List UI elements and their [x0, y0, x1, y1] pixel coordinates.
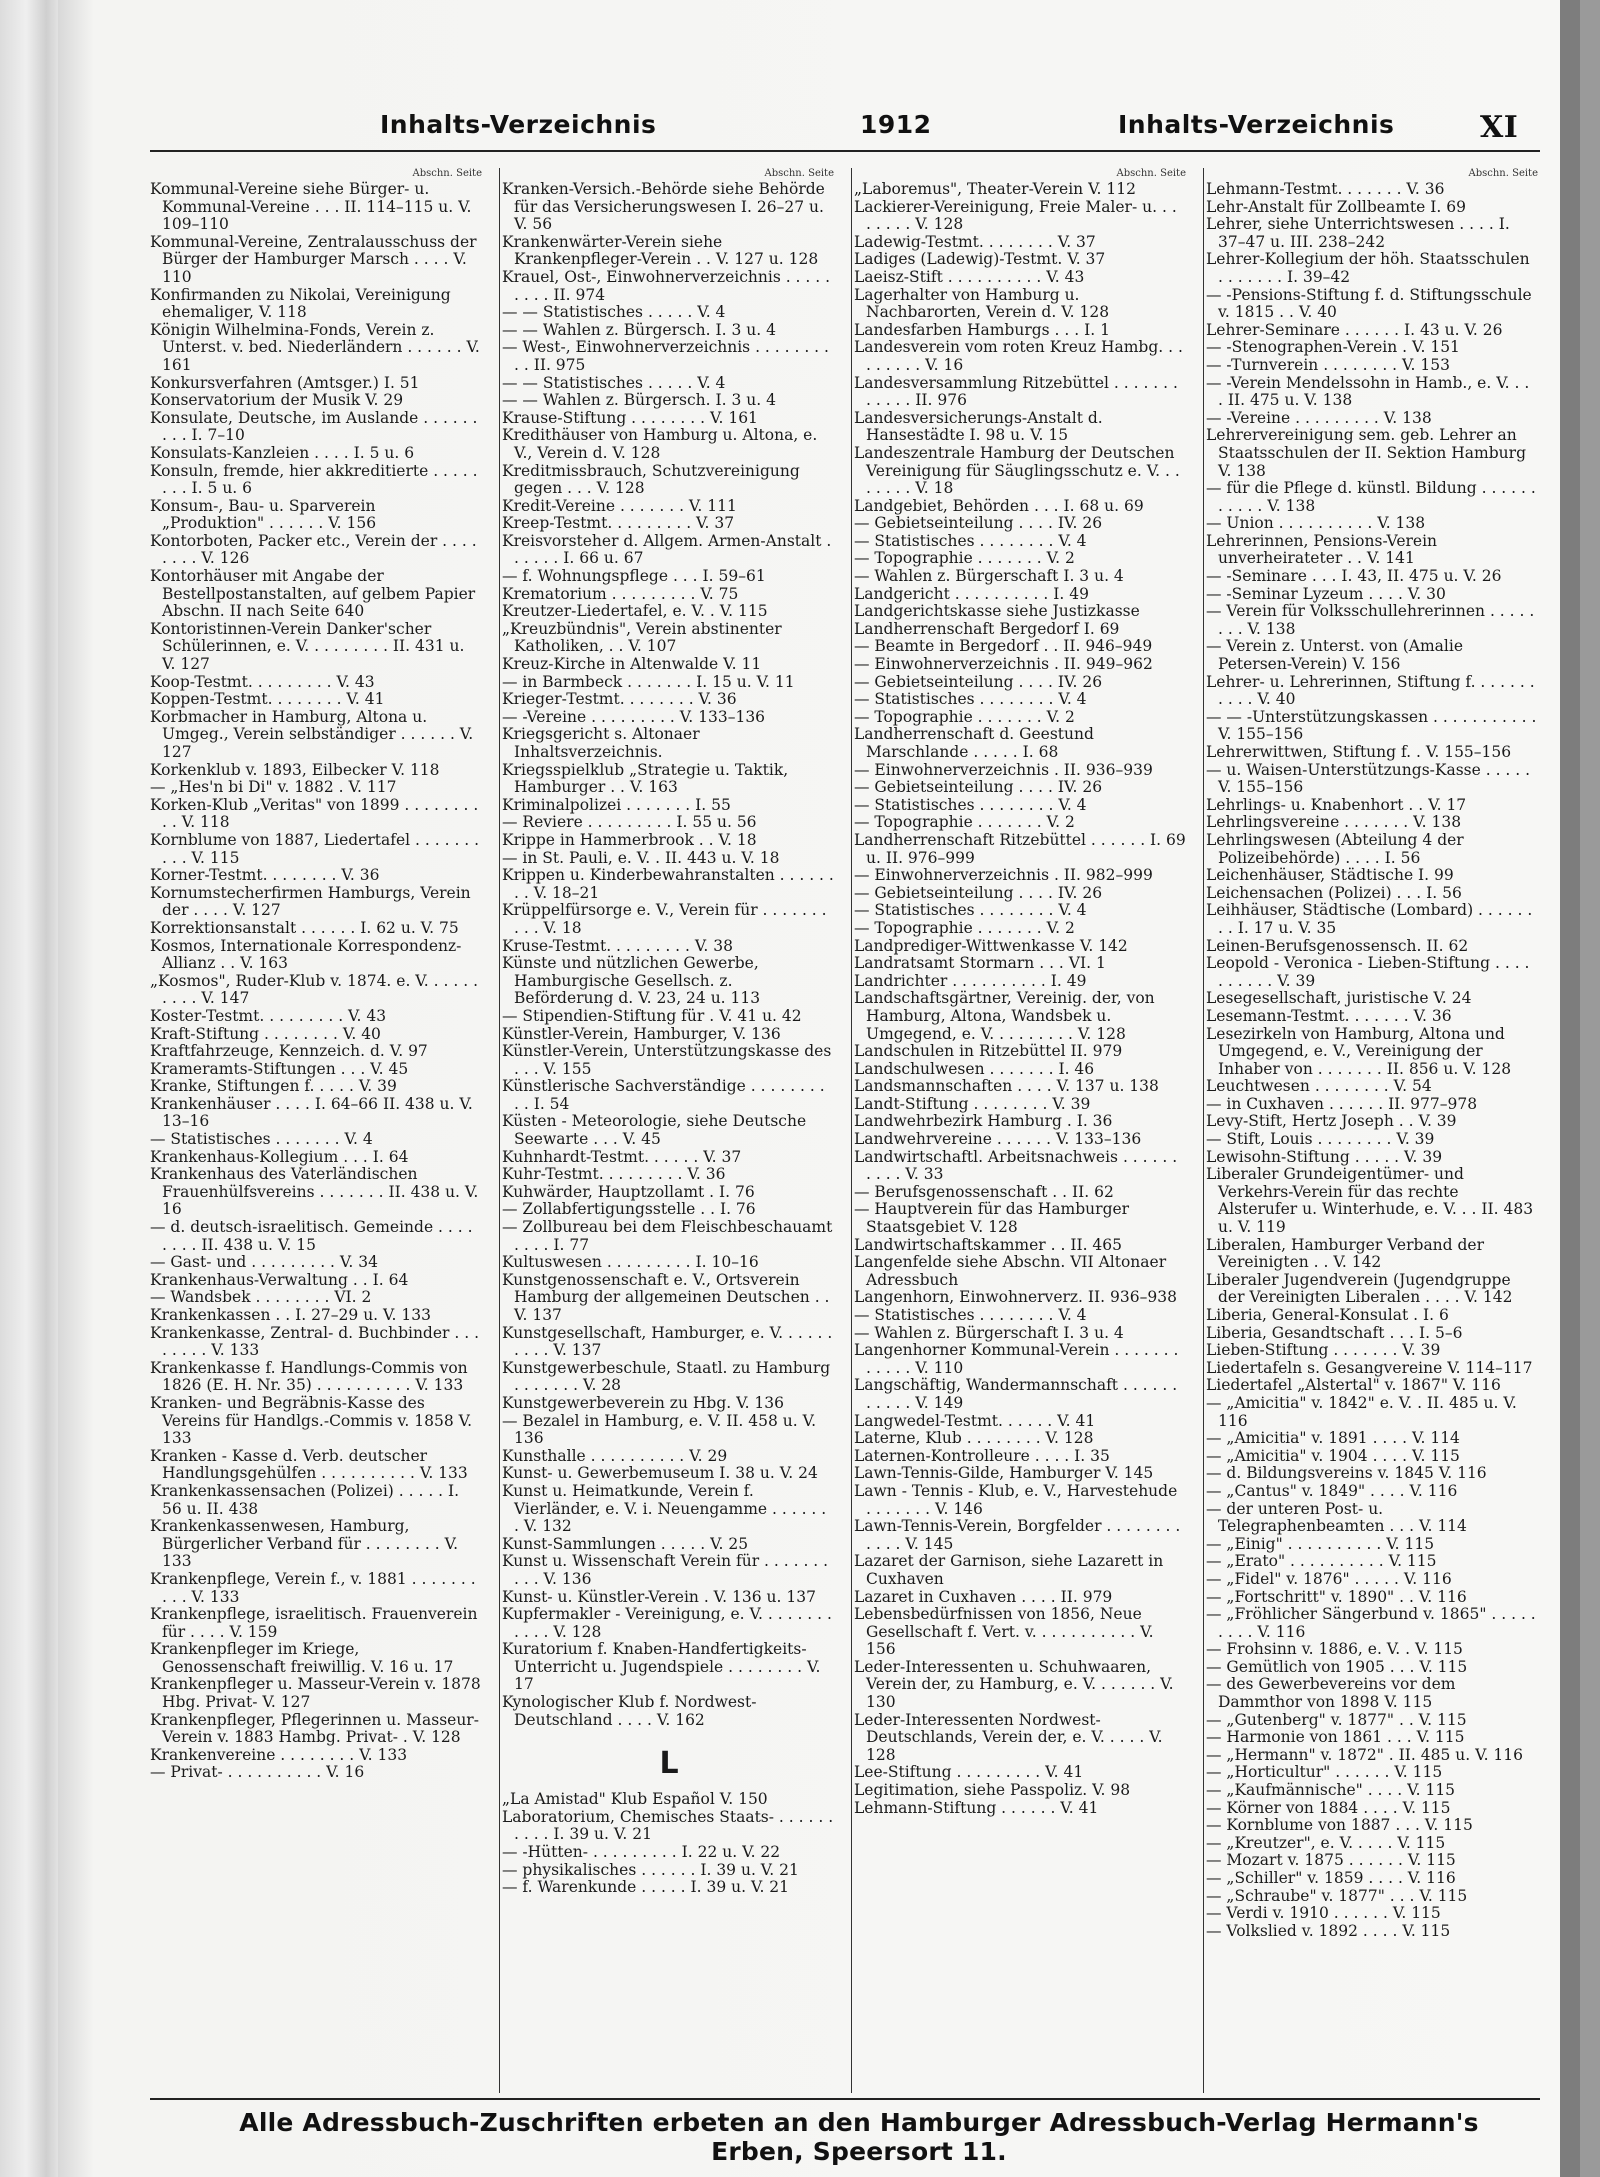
index-entry: Kriegsspielklub „Strategie u. Taktik, Hamburger . . V. 163: [502, 760, 789, 797]
index-entry: Liberia, General-Konsulat . I. 6: [1206, 1306, 1449, 1324]
index-entry: Krüppelfürsorge e. V., Verein für . . . . . . . . . . V. 18: [502, 901, 827, 937]
index-entry: Korrektionsanstalt . . . . . . I. 62 u. V. 75: [150, 918, 459, 937]
index-entry: — der unteren Post- u. Telegraphenbeamten . . . V. 114: [1206, 1499, 1467, 1536]
index-entry: Kornumstecherfirmen Hamburgs, Verein der . . . . V. 127: [150, 883, 471, 920]
index-entry: — „Hes'n bi Di" v. 1882 . V. 117: [150, 778, 397, 797]
index-entry: — „Kaufmännische" . . . . V. 115: [1206, 1781, 1456, 1800]
index-entry: Lehmann-Stiftung . . . . . . V. 41: [854, 1798, 1099, 1817]
index-entry: — „Schraube" v. 1877" . . . V. 115: [1206, 1886, 1468, 1905]
index-entry: Krankenkasse, Zentral- d. Buchbinder . . . . . . . . V. 133: [150, 1323, 479, 1360]
index-entry: Kunst u. Wissenschaft Verein für . . . . . . . . . . V. 136: [502, 1552, 829, 1588]
index-entry: — „Fortschritt" v. 1890" . . V. 116: [1206, 1587, 1467, 1606]
index-entry: Landschulwesen . . . . . . . I. 46: [854, 1059, 1095, 1078]
index-entry: Kunstgewerbeschule, Staatl. zu Hamburg . . . . . . . V. 28: [502, 1358, 831, 1395]
index-entry: Lehrerinnen, Pensions-Verein unverheirateter . . V. 141: [1206, 531, 1438, 568]
index-entry: Krankenwärter-Verein siehe Krankenpfleger-Verein . . V. 127 u. 128: [502, 232, 819, 269]
index-entry: — Verein für Volksschullehrerinnen . . . . . . . . V. 138: [1206, 602, 1535, 638]
index-entry: — Mozart v. 1875 . . . . . . V. 115: [1206, 1851, 1456, 1870]
index-entry: Leinen-Berufsgenossensch. II. 62: [1206, 936, 1469, 955]
page-header: [150, 110, 1540, 146]
index-entry: Landherrenschaft d. Geestund Marschlande . . . . . I. 68: [854, 725, 1094, 761]
index-entry: Lewisohn-Stiftung . . . . . V. 39: [1206, 1147, 1443, 1166]
index-entry: — -Vereine . . . . . . . . . V. 138: [1206, 408, 1432, 427]
index-entry: — Wandsbek . . . . . . . . VI. 2: [150, 1288, 372, 1307]
index-column-4: [1206, 168, 1540, 2093]
index-entry: Landherrenschaft Ritzebüttel . . . . . . I. 69 u. II. 976–999: [854, 830, 1186, 867]
index-entry: Lawn-Tennis-Gilde, Hamburger V. 145: [854, 1464, 1154, 1483]
index-entry: „Laboremus", Theater-Verein V. 112: [854, 180, 1136, 198]
index-entry: Laternen-Kontrolleure . . . . I. 35: [854, 1446, 1110, 1465]
index-entry: Lazaret der Garnison, siehe Lazarett in Cuxhaven: [854, 1552, 1164, 1588]
index-entry: — „Hermann" v. 1872" . II. 485 u. V. 116: [1206, 1745, 1524, 1764]
index-entry: Krankenhaus des Vaterländischen Frauenhülfsvereins . . . . . . . II. 438 u. V. 16: [150, 1165, 479, 1219]
index-entry: — „Erato" . . . . . . . . . . V. 115: [1206, 1552, 1437, 1571]
index-entry: Kruse-Testmt. . . . . . . . . V. 38: [502, 936, 733, 955]
index-entry: — -Turnverein . . . . . . . . V. 153: [1206, 355, 1450, 374]
index-entry: Landgericht . . . . . . . . . . I. 49: [854, 584, 1089, 603]
index-entry: Landesversammlung Ritzebüttel . . . . . . . . . . . . II. 976: [854, 373, 1178, 410]
index-entry: Laeisz-Stift . . . . . . . . . . V. 43: [854, 267, 1085, 286]
index-entry: Lehrer-Seminare . . . . . . I. 43 u. V. 26: [1206, 320, 1503, 339]
index-entry: — „Fröhlicher Sängerbund v. 1865" . . . . . . . . . V. 116: [1206, 1605, 1536, 1641]
index-entry: — Stipendien-Stiftung für . V. 41 u. 42: [502, 1006, 802, 1025]
index-entry: Lee-Stiftung . . . . . . . . . V. 41: [854, 1763, 1084, 1782]
index-entry: Kuhnhardt-Testmt. . . . . . V. 37: [502, 1147, 742, 1166]
index-entry: — d. deutsch-israelitisch. Gemeinde . . . . . . . . II. 438 u. V. 15: [150, 1218, 473, 1254]
index-entry: — Kornblume von 1887 . . . V. 115: [1206, 1816, 1473, 1835]
index-entry: Krankenpflege, Verein f., v. 1881 . . . . . . . . . . V. 133: [150, 1569, 476, 1606]
index-entry: Kreisvorsteher d. Allgem. Armen-Anstalt . . . . . . I. 66 u. 67: [502, 531, 832, 568]
index-columns: [150, 168, 1540, 2093]
index-entry: Krieger-Testmt. . . . . . . . V. 36: [502, 690, 737, 709]
index-entry: Landwirtschaftskammer . . II. 465: [854, 1235, 1123, 1254]
index-entry: Konsum-, Bau- u. Sparverein „Produktion" . . . . . . V. 156: [150, 496, 377, 533]
index-entry: Krankenhaus-Kollegium . . . I. 64: [150, 1147, 409, 1166]
index-entry: — Harmonie von 1861 . . . V. 115: [1206, 1728, 1465, 1747]
index-entry: Kuhr-Testmt. . . . . . . . . V. 36: [502, 1165, 726, 1184]
index-entry: Langwedel-Testmt. . . . . . V. 41: [854, 1411, 1096, 1430]
index-entry: Kuratorium f. Knaben-Handfertigkeits-Unterricht u. Jugendspiele . . . . . . . . V. 17: [502, 1640, 821, 1694]
index-entry: Krankenkassenwesen, Hamburg, Bürgerlicher Verband für . . . . . . . . V. 133: [150, 1517, 459, 1571]
page-edge-shadow: [1560, 0, 1580, 2177]
index-entry: Lehrer- u. Lehrerinnen, Stiftung f. . . . . . . . . . . V. 40: [1206, 672, 1535, 709]
index-entry: Leopold - Veronica - Lieben-Stiftung . . . . . . . . . . V. 39: [1206, 954, 1530, 990]
index-entry: Kraft-Stiftung . . . . . . . . V. 40: [150, 1024, 381, 1043]
index-entry: Kreuz-Kirche in Altenwalde V. 11: [502, 655, 762, 674]
column-header: Abschn. Seite: [764, 168, 834, 179]
index-entry: — Gemütlich von 1905 . . . V. 115: [1206, 1657, 1468, 1676]
index-entry: — „Cantus" v. 1849" . . . . V. 116: [1206, 1481, 1458, 1500]
index-entry: Korbmacher in Hamburg, Altona u. Umgeg., Verein selbständiger . . . . . . V. 127: [150, 707, 474, 761]
index-entry: — Frohsinn v. 1886, e. V. . V. 115: [1206, 1640, 1463, 1659]
index-entry: Leder-Interessenten u. Schuhwaaren, Verein der, zu Hamburg, e. V. . . . . . . V. 130: [854, 1657, 1174, 1712]
index-entry: Kuhwärder, Hauptzollamt . I. 76: [502, 1182, 755, 1201]
index-entry: Konsulats-Kanzleien . . . . I. 5 u. 6: [150, 443, 415, 462]
index-entry: Krause-Stiftung . . . . . . . . V. 161: [502, 408, 758, 427]
index-entry: — Zollbureau bei dem Fleischbeschauamt . . . . I. 77: [502, 1218, 833, 1254]
index-entry: — Hauptverein für das Hamburger Staatsgebiet V. 128: [854, 1200, 1130, 1237]
index-entry: — in St. Pauli, e. V. . II. 443 u. V. 18: [502, 848, 780, 867]
index-entry: Kriegsgericht s. Altonaer Inhaltsverzeichnis.: [502, 725, 700, 761]
index-entry: — Wahlen z. Bürgerschaft I. 3 u. 4: [854, 1323, 1124, 1342]
index-entry: Landprediger-Wittwenkasse V. 142: [854, 936, 1128, 955]
index-entry: Liedertafeln s. Gesangvereine V. 114–117: [1206, 1358, 1533, 1377]
index-entry: — Topographie . . . . . . . V. 2: [854, 918, 1075, 937]
index-entry: Landwehrvereine . . . . . . V. 133–136: [854, 1130, 1142, 1149]
index-entry: Künstler-Verein, Unterstützungskasse des . . . V. 155: [502, 1042, 832, 1078]
index-entry: Kultuswesen . . . . . . . . . I. 10–16: [502, 1253, 759, 1272]
index-entry: Lesegesellschaft, juristische V. 24: [1206, 989, 1472, 1008]
index-entry: Langenhorn, Einwohnerverz. II. 936–938: [854, 1288, 1177, 1307]
index-entry: Liberaler Jugendverein (Jugendgruppe der Vereinigten Liberalen . . . . V. 142: [1206, 1270, 1513, 1307]
index-entry: Kontoristinnen-Verein Danker'scher Schülerinnen, e. V. . . . . . . . . II. 431 u. V. 127: [150, 619, 465, 674]
index-entry: — — Wahlen z. Bürgersch. I. 3 u. 4: [502, 320, 776, 339]
index-entry: — Topographie . . . . . . . V. 2: [854, 549, 1075, 568]
index-entry: Leuchtwesen . . . . . . . . V. 54: [1206, 1077, 1432, 1096]
index-entry: Lehrerwittwen, Stiftung f. . V. 155–156: [1206, 743, 1512, 761]
index-entry: Konsulate, Deutsche, im Auslande . . . . . . . . . I. 7–10: [150, 408, 478, 445]
index-entry: Laterne, Klub . . . . . . . . V. 128: [854, 1429, 1094, 1448]
index-entry: — Gast- und . . . . . . . . . V. 34: [150, 1253, 378, 1272]
index-entry: — „Amicitia" v. 1891 . . . . V. 114: [1206, 1429, 1460, 1448]
index-entry: Krankenkassen . . I. 27–29 u. V. 133: [150, 1306, 431, 1324]
index-entry: — Bezalel in Hamburg, e. V. II. 458 u. V. 136: [502, 1411, 817, 1448]
index-entry: Kredit-Vereine . . . . . . . V. 111: [502, 496, 737, 515]
index-entry: — „Einig" . . . . . . . . . . V. 115: [1206, 1534, 1435, 1553]
index-entry: — „Kreutzer", e. V. . . . . V. 115: [1206, 1833, 1446, 1852]
index-entry: Künstlerische Sachverständige . . . . . . . . . . I. 54: [502, 1077, 825, 1113]
index-entry: — Statistisches . . . . . . . . V. 4: [854, 1306, 1087, 1324]
index-entry: „Kosmos", Ruder-Klub v. 1874. e. V. . . . . . . . . . V. 147: [150, 971, 478, 1008]
index-entry: — -Stenographen-Verein . V. 151: [1206, 338, 1460, 357]
index-entry: Korkenklub v. 1893, Eilbecker V. 118: [150, 760, 440, 779]
index-entry: — in Barmbeck . . . . . . . I. 15 u. V. 11: [502, 672, 795, 691]
index-entry: — Einwohnerverzeichnis . II. 982–999: [854, 866, 1153, 885]
index-entry: — Beamte in Bergedorf . . II. 946–949: [854, 637, 1153, 656]
index-entry: — Einwohnerverzeichnis . II. 936–939: [854, 760, 1153, 779]
index-entry: Lazaret in Cuxhaven . . . . II. 979: [854, 1587, 1113, 1606]
footer-rule: [150, 2098, 1540, 2100]
index-entry: Landratsamt Stormarn . . . VI. 1: [854, 954, 1106, 973]
index-entry: — Verein z. Unterst. von (Amalie Petersen-Verein) V. 156: [1206, 637, 1463, 674]
index-entry: — für die Pflege d. künstl. Bildung . . . . . . . . . . . V. 138: [1206, 479, 1536, 515]
header-right-title: Inhalts-Verzeichnis: [1118, 110, 1395, 139]
index-entry: Krankenkassensachen (Polizei) . . . . . I. 56 u. II. 438: [150, 1481, 460, 1518]
index-entry: Künste und nützlichen Gewerbe, Hamburgische Gesellsch. z. Beförderung d. V. 23, 24 u. 113: [502, 954, 761, 1008]
index-entry: Kraftfahrzeuge, Kennzeich. d. V. 97: [150, 1042, 428, 1061]
index-entry: Liedertafel „Alstertal" v. 1867" V. 116: [1206, 1376, 1501, 1395]
index-entry: Kreditmissbrauch, Schutzvereinigung gegen . . . V. 128: [502, 461, 800, 498]
index-entry: Konfirmanden zu Nikolai, Vereinigung ehemaliger, V. 118: [150, 285, 451, 322]
index-entry: Landrichter . . . . . . . . . . I. 49: [854, 971, 1087, 990]
directory-page: [58, 0, 1580, 2177]
index-entry: Krippen u. Kinderbewahranstalten . . . . . . . . V. 18–21: [502, 866, 834, 902]
index-entry: Kunstgewerbeverein zu Hbg. V. 136: [502, 1393, 785, 1412]
index-entry: Liberalen, Hamburger Verband der Vereinigten . . V. 142: [1206, 1235, 1485, 1272]
index-entry: — -Pensions-Stiftung f. d. Stiftungsschule v. 1815 . . V. 40: [1206, 285, 1532, 322]
index-entry: — — Wahlen z. Bürgersch. I. 3 u. 4: [502, 391, 776, 410]
index-entry: — Statistisches . . . . . . . . V. 4: [854, 531, 1087, 550]
index-entry: Lagerhalter von Hamburg u. Nachbarorten, Verein d. V. 128: [854, 285, 1110, 322]
index-entry: Krankenpfleger im Kriege, Genossenschaft freiwillig. V. 16 u. 17: [150, 1640, 454, 1676]
index-entry: Levy-Stift, Hertz Joseph . . V. 39: [1206, 1112, 1457, 1131]
index-entry: Landeszentrale Hamburg der Deutschen Vereinigung für Säuglingsschutz e. V. . . . . . . . V. 18: [854, 443, 1180, 498]
index-entry: Kredithäuser von Hamburg u. Altona, e. V., Verein d. V. 128: [502, 426, 818, 462]
index-entry: Landesfarben Hamburgs . . . I. 1: [854, 320, 1110, 339]
index-entry: Kynologischer Klub f. Nordwest-Deutschland . . . . V. 162: [502, 1693, 757, 1729]
index-entry: Krankenpflege, israelitisch. Frauenverein für . . . . V. 159: [150, 1605, 478, 1641]
index-entry: Landgebiet, Behörden . . . I. 68 u. 69: [854, 496, 1144, 515]
index-entry: Künstler-Verein, Hamburger, V. 136: [502, 1024, 781, 1043]
index-entry: — „Horticultur" . . . . . . V. 115: [1206, 1763, 1443, 1782]
index-entry: Langschäftig, Wandermannschaft . . . . . . . . . . . V. 149: [854, 1376, 1178, 1412]
index-entry: Langenhorner Kommunal-Verein . . . . . . . . . . . . V. 110: [854, 1341, 1179, 1377]
index-entry: Kontorhäuser mit Angabe der Bestellpostanstalten, auf gelbem Papier Abschn. II nach Seite 640: [150, 567, 476, 621]
index-entry: Kranken - Kasse d. Verb. deutscher Handlungsgehülfen . . . . . . . . . . V. 133: [150, 1446, 468, 1483]
index-entry: Korner-Testmt. . . . . . . . V. 36: [150, 866, 380, 885]
header-left-title: Inhalts-Verzeichnis: [380, 110, 657, 139]
index-entry: — Gebietseinteilung . . . . IV. 26: [854, 514, 1103, 533]
index-entry: — -Hütten- . . . . . . . . . I. 22 u. V. 22: [502, 1843, 781, 1862]
index-entry: Ladewig-Testmt. . . . . . . . V. 37: [854, 232, 1096, 251]
index-entry: — — Statistisches . . . . . V. 4: [502, 373, 726, 392]
index-entry: Krankenkasse f. Handlungs-Commis von 1826 (E. H. Nr. 35) . . . . . . . . . . V. 133: [150, 1358, 468, 1395]
column-header: Abschn. Seite: [412, 168, 482, 179]
index-entry: Kunst- u. Gewerbemuseum I. 38 u. V. 24: [502, 1464, 818, 1483]
index-entry: Landgerichtskasse siehe Justizkasse: [854, 602, 1140, 621]
index-entry: — Zollabfertigungsstelle . . I. 76: [502, 1200, 756, 1219]
index-entry: Landschaftsgärtner, Vereinig. der, von Hamburg, Altona, Wandsbek u. Umgegend, e. V. . . . . . . . . V. 128: [854, 989, 1155, 1043]
letter-heading: L: [659, 1746, 679, 1782]
index-entry: Krankenpfleger, Pflegerinnen u. Masseur-Verein v. 1883 Hambg. Privat- . V. 128: [150, 1710, 479, 1747]
index-entry: — Topographie . . . . . . . V. 2: [854, 707, 1075, 726]
index-entry: — Statistisches . . . . . . . . V. 4: [854, 690, 1087, 709]
index-entry: Kreutzer-Liedertafel, e. V. . V. 115: [502, 602, 768, 621]
index-entry: — „Schiller" v. 1859 . . . . V. 116: [1206, 1869, 1456, 1887]
index-entry: Korken-Klub „Veritas" von 1899 . . . . . . . . . . V. 118: [150, 795, 479, 832]
index-entry: Landesverein vom roten Kreuz Hambg. . . . . . . . . V. 16: [854, 338, 1183, 374]
index-entry: — Einwohnerverzeichnis . II. 949–962: [854, 655, 1153, 674]
index-entry: — des Gewerbevereins vor dem Dammthor von 1898 V. 115: [1206, 1675, 1456, 1712]
index-entry: Kunst u. Heimatkunde, Verein f. Vierländer, e. V. i. Neuengamme . . . . . . . V. 132: [502, 1481, 827, 1536]
index-entry: — -Seminar Lyzeum . . . . V. 30: [1206, 584, 1446, 603]
index-entry: Landt-Stiftung . . . . . . . . V. 39: [854, 1094, 1091, 1113]
index-entry: Krankenpfleger u. Masseur-Verein v. 1878 Hbg. Privat- V. 127: [150, 1675, 481, 1712]
publisher-footer: Alle Adressbuch-Zuschriften erbeten an den Hamburger Adressbuch-Verlag Hermann's Erben, Speersort 11.: [239, 2108, 1479, 2166]
index-entry: — Berufsgenossenschaft . . II. 62: [854, 1182, 1114, 1201]
index-entry: Landwirtschaftl. Arbeitsnachweis . . . . . . . . . . V. 33: [854, 1147, 1178, 1184]
index-entry: Kommunal-Vereine, Zentralausschuss der Bürger der Hamburger Marsch . . . . V. 110: [150, 232, 477, 286]
index-entry: Kosmos, Internationale Korrespondenz-Allianz . . V. 163: [150, 936, 462, 973]
index-entry: — physikalisches . . . . . . I. 39 u. V. 21: [502, 1860, 799, 1879]
index-entry: Kranke, Stiftungen f. . . . . V. 39: [150, 1077, 397, 1096]
index-entry: Krankenvereine . . . . . . . . V. 133: [150, 1745, 408, 1764]
index-entry: Kunstgenossenschaft e. V., Ortsverein Hamburg der allgemeinen Deutschen . . V. 137: [502, 1270, 830, 1324]
index-entry: Kriminalpolizei . . . . . . . I. 55: [502, 795, 731, 814]
index-entry: Konservatorium der Musik V. 29: [150, 391, 404, 410]
index-entry: Lehrervereinigung sem. geb. Lehrer an Staatsschulen der II. Sektion Hamburg V. 138: [1206, 426, 1526, 480]
index-entry: Kreep-Testmt. . . . . . . . . V. 37: [502, 514, 735, 533]
index-entry: Krameramts-Stiftungen . . . V. 45: [150, 1059, 409, 1078]
index-column-2: [502, 168, 836, 2093]
index-entry: Lehrer-Kollegium der höh. Staatsschulen . . . . . . . I. 39–42: [1206, 250, 1530, 286]
index-entry: Landschulen in Ritzebüttel II. 979: [854, 1042, 1123, 1061]
index-entry: — „Gutenberg" v. 1877" . . V. 115: [1206, 1710, 1467, 1729]
index-entry: Lebensbedürfnissen von 1856, Neue Gesellschaft f. Vert. v. . . . . . . . . . . V. 156: [854, 1605, 1154, 1659]
index-entry: — Topographie . . . . . . . V. 2: [854, 813, 1075, 832]
index-entry: Kunsthalle . . . . . . . . . . V. 29: [502, 1446, 728, 1465]
index-entry: Leihhäuser, Städtische (Lombard) . . . . . . . . I. 17 u. V. 35: [1206, 901, 1533, 937]
index-entry: Landwehrbezirk Hamburg . I. 36: [854, 1112, 1113, 1131]
index-entry: „Kreuzbündnis", Verein abstinenter Katholiken, . . V. 107: [502, 619, 782, 656]
index-entry: Konsuln, fremde, hier akkreditierte . . . . . . . . I. 5 u. 6: [150, 461, 478, 498]
index-column-1: [150, 168, 484, 2093]
index-entry: — Stift, Louis . . . . . . . . V. 39: [1206, 1130, 1435, 1149]
index-entry: Lesemann-Testmt. . . . . . . V. 36: [1206, 1006, 1452, 1025]
index-entry: — Privat- . . . . . . . . . . V. 16: [150, 1763, 365, 1782]
index-entry: Kranken-Versich.-Behörde siehe Behörde für das Versicherungswesen I. 26–27 u. V. 56: [502, 180, 825, 234]
index-entry: — -Verein Mendelssohn in Hamb., e. V. . . . II. 475 u. V. 138: [1206, 373, 1530, 410]
index-entry: — -Seminare . . . I. 43, II. 475 u. V. 26: [1206, 567, 1502, 586]
column-header: Abschn. Seite: [1116, 168, 1186, 179]
index-entry: Liberaler Grundeigentümer- und Verkehrs-Verein für das rechte Alsterufer u. Winterhude, e. V. . . II. 483 u. V. 119: [1206, 1165, 1534, 1237]
index-column-3: [854, 168, 1188, 2093]
index-entry: Lehrlingsvereine . . . . . . . V. 138: [1206, 813, 1462, 832]
index-entry: Lawn - Tennis - Klub, e. V., Harvestehude . . . . . . . V. 146: [854, 1481, 1178, 1518]
index-entry: — Statistisches . . . . . . . . V. 4: [854, 795, 1087, 814]
index-entry: — Volkslied v. 1892 . . . . V. 115: [1206, 1921, 1451, 1940]
index-entry: „La Amistad" Klub Español V. 150: [502, 1790, 768, 1809]
index-entry: Kunst- u. Künstler-Verein . V. 136 u. 137: [502, 1587, 816, 1606]
index-entry: Krematorium . . . . . . . . . V. 75: [502, 584, 739, 603]
index-entry: — „Amicitia" v. 1904 . . . . V. 115: [1206, 1446, 1460, 1465]
index-entry: Leichenhäuser, Städtische I. 99: [1206, 866, 1454, 885]
index-entry: — u. Waisen-Unterstützungs-Kasse . . . . . V. 155–156: [1206, 760, 1531, 797]
index-entry: — Verdi v. 1910 . . . . . . V. 115: [1206, 1904, 1441, 1923]
index-entry: — „Fidel" v. 1876" . . . . . V. 116: [1206, 1569, 1452, 1588]
index-entry: Königin Wilhelmina-Fonds, Verein z. Unterst. v. bed. Niederländern . . . . . . V. 161: [150, 320, 480, 374]
index-entry: Landherrenschaft Bergedorf I. 69: [854, 619, 1120, 638]
index-entry: Lehrlings- u. Knabenhort . . V. 17: [1206, 795, 1467, 814]
index-entry: — f. Wohnungspflege . . . I. 59–61: [502, 567, 766, 586]
index-entry: Krankenhäuser . . . . I. 64–66 II. 438 u. V. 13–16: [150, 1094, 473, 1131]
index-entry: Landesversicherungs-Anstalt d. Hansestädte I. 98 u. V. 15: [854, 408, 1103, 445]
header-year: 1912: [860, 110, 932, 139]
index-entry: Krauel, Ost-, Einwohnerverzeichnis . . . . . . . . . II. 974: [502, 267, 831, 304]
index-entry: Krankenhaus-Verwaltung . . I. 64: [150, 1270, 409, 1289]
index-entry: — d. Bildungsvereins v. 1845 V. 116: [1206, 1464, 1487, 1483]
index-entry: Kunst-Sammlungen . . . . . V. 25: [502, 1534, 749, 1553]
book-spine: [0, 0, 58, 2177]
index-entry: Landsmannschaften . . . . V. 137 u. 138: [854, 1077, 1159, 1096]
index-entry: Konkursverfahren (Amtsger.) I. 51: [150, 373, 420, 392]
column-header: Abschn. Seite: [1468, 168, 1538, 179]
index-entry: — in Cuxhaven . . . . . . II. 977–978: [1206, 1094, 1478, 1113]
index-entry: Kornblume von 1887, Liedertafel . . . . . . . . . . V. 115: [150, 830, 480, 867]
index-entry: Ladiges (Ladewig)-Testmt. V. 37: [854, 250, 1106, 269]
index-entry: Lehrlingswesen (Abteilung 4 der Polizeibehörde) . . . . I. 56: [1206, 830, 1464, 867]
index-entry: Lehmann-Testmt. . . . . . . V. 36: [1206, 180, 1445, 198]
index-entry: Legitimation, siehe Passpoliz. V. 98: [854, 1781, 1131, 1800]
index-entry: — Union . . . . . . . . . . V. 138: [1206, 514, 1426, 533]
index-entry: Leder-Interessenten Nordwest-Deutschlands, Verein der, e. V. . . . . V. 128: [854, 1710, 1163, 1764]
index-entry: Leichensachen (Polizei) . . . I. 56: [1206, 883, 1462, 902]
index-entry: — Reviere . . . . . . . . . I. 55 u. 56: [502, 813, 757, 832]
index-entry: — -Vereine . . . . . . . . . V. 133–136: [502, 707, 766, 726]
index-entry: — Gebietseinteilung . . . . IV. 26: [854, 778, 1103, 797]
header-rule: [150, 150, 1540, 152]
index-entry: Laboratorium, Chemisches Staats- . . . . . . . . . . I. 39 u. V. 21: [502, 1807, 834, 1844]
index-entry: Lawn-Tennis-Verein, Borgfelder . . . . . . . . . . . . V. 145: [854, 1517, 1181, 1553]
index-entry: — f. Warenkunde . . . . . I. 39 u. V. 21: [502, 1878, 790, 1897]
index-entry: Koster-Testmt. . . . . . . . . V. 43: [150, 1006, 387, 1025]
page-number: XI: [1480, 110, 1519, 145]
index-entry: Liberia, Gesandtschaft . . . I. 5–6: [1206, 1323, 1463, 1342]
index-entry: Kranken- und Begräbnis-Kasse des Vereins für Handlgs.-Commis v. 1858 V. 133: [150, 1393, 473, 1448]
index-entry: Lehrer, siehe Unterrichtswesen . . . . I. 37–47 u. III. 238–242: [1206, 215, 1510, 251]
index-entry: Lesezirkeln von Hamburg, Altona und Umgegend, e. V., Vereinigung der Inhaber von . . . . . . . II. 856 u. V. 128: [1206, 1024, 1512, 1078]
index-entry: Kommunal-Vereine siehe Bürger- u. Kommunal-Vereine . . . II. 114–115 u. V. 109–110: [150, 180, 472, 234]
index-entry: — „Amicitia" v. 1842" e. V. . II. 485 u. V. 116: [1206, 1393, 1517, 1430]
index-entry: Lehr-Anstalt für Zollbeamte I. 69: [1206, 197, 1466, 216]
index-entry: — Statistisches . . . . . . . . V. 4: [854, 901, 1087, 920]
index-entry: Lackierer-Vereinigung, Freie Maler- u. . . . . . . . V. 128: [854, 197, 1177, 234]
index-entry: Krippe in Hammerbrook . . V. 18: [502, 830, 757, 849]
index-entry: — Wahlen z. Bürgerschaft I. 3 u. 4: [854, 567, 1124, 586]
index-entry: Langenfelde siehe Abschn. VII Altonaer Adressbuch: [854, 1253, 1167, 1289]
index-entry: — Statistisches . . . . . . . V. 4: [150, 1130, 373, 1149]
index-entry: — Gebietseinteilung . . . . IV. 26: [854, 883, 1103, 902]
index-entry: Kupfermakler - Vereinigung, e. V. . . . . . . . . . . . V. 128: [502, 1605, 832, 1641]
index-entry: Koppen-Testmt. . . . . . . . V. 41: [150, 690, 385, 709]
index-entry: Koop-Testmt. . . . . . . . . V. 43: [150, 672, 375, 691]
index-entry: — West-, Einwohnerverzeichnis . . . . . . . . . . II. 975: [502, 338, 829, 374]
index-entry: Kontorboten, Packer etc., Verein der . . . . . . . . V. 126: [150, 531, 477, 568]
index-entry: Kunstgesellschaft, Hamburger, e. V. . . . . . . . . . V. 137: [502, 1323, 833, 1360]
index-entry: Küsten - Meteorologie, siehe Deutsche Seewarte . . . V. 45: [502, 1112, 807, 1149]
index-entry: Lieben-Stiftung . . . . . . . V. 39: [1206, 1341, 1441, 1360]
index-entry: — — -Unterstützungskassen . . . . . . . . . . . V. 155–156: [1206, 707, 1537, 744]
index-entry: — — Statistisches . . . . . V. 4: [502, 303, 726, 322]
index-entry: — Gebietseinteilung . . . . IV. 26: [854, 672, 1103, 691]
index-entry: — Körner von 1884 . . . . V. 115: [1206, 1798, 1451, 1817]
